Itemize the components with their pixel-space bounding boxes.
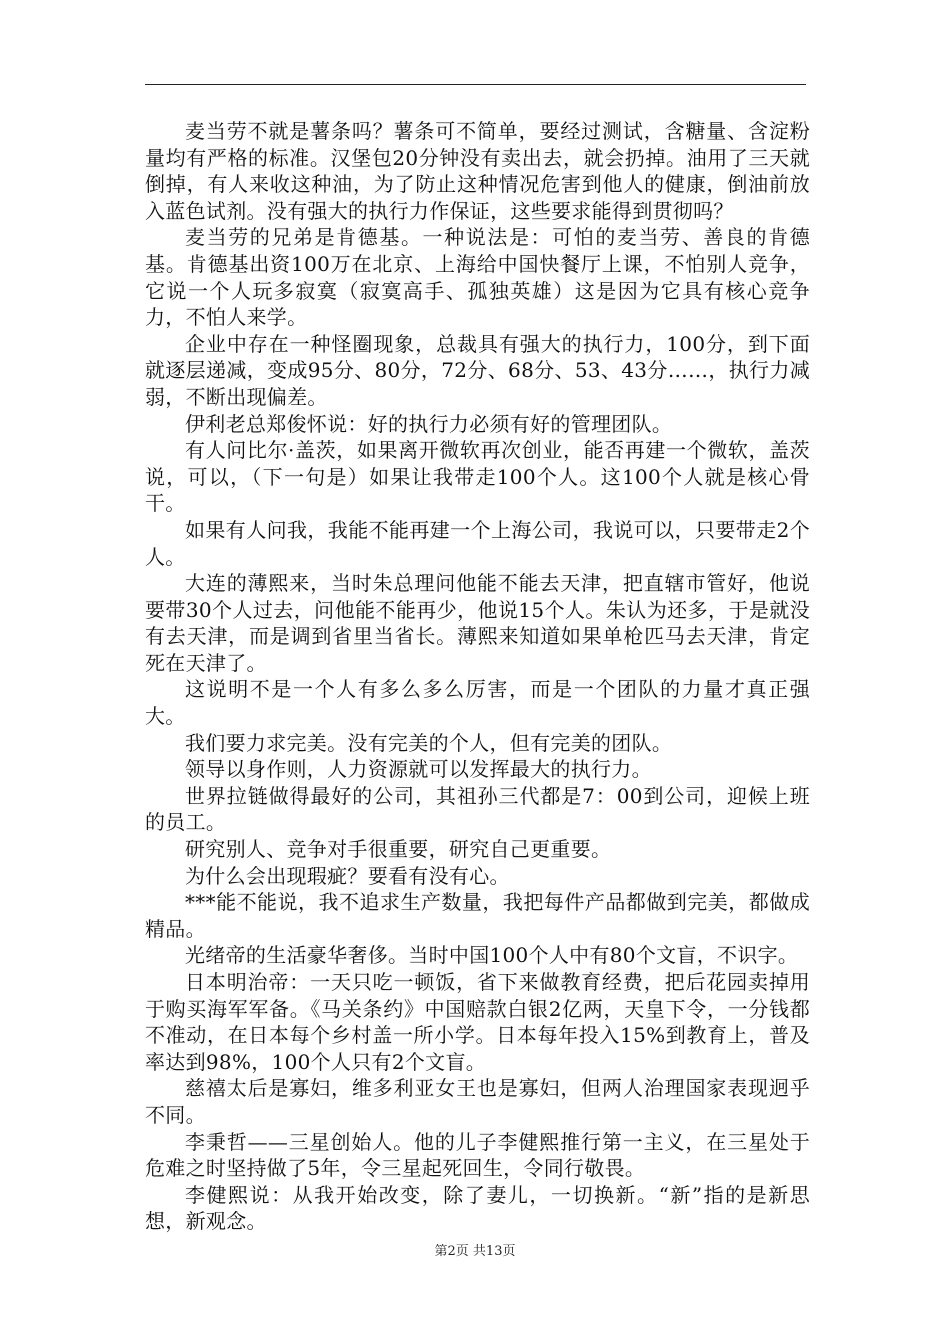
page-number: 第2页 共13页 xyxy=(434,1244,516,1259)
paragraph: 企业中存在一种怪圈现象，总裁具有强大的执行力，100分，到下面就逐层递减，变成95分、80分，72分、68分、53、43分……，执行力减弱，不断出现偏差。 xyxy=(145,331,810,409)
paragraph: 伊利老总郑俊怀说：好的执行力必须有好的管理团队。 xyxy=(185,411,673,436)
paragraph: 李秉哲——三星创始人。他的儿子李健熙推行第一主义，在三星处于危难之时坚持做了5年，令三星起死回生，令同行敬畏。 xyxy=(145,1129,810,1181)
document-body xyxy=(145,118,810,1235)
header-rule xyxy=(145,84,806,85)
paragraph: 为什么会出现瑕疵？要看有没有心。 xyxy=(185,863,510,888)
paragraph: 慈禧太后是寡妇，维多利亚女王也是寡妇，但两人治理国家表现迥乎不同。 xyxy=(145,1076,810,1127)
paragraph: 光绪帝的生活豪华奢侈。当时中国100个人中有80个文盲，不识字。 xyxy=(185,943,799,968)
paragraph: 领导以身作则，人力资源就可以发挥最大的执行力。 xyxy=(185,757,652,782)
paragraph: 研究别人、竞争对手很重要，研究自己更重要。 xyxy=(185,837,612,862)
paragraph: 麦当劳的兄弟是肯德基。一种说法是：可怕的麦当劳、善良的肯德基。肯德基出资100万在北京、上海给中国快餐厅上课，不怕别人竞争，它说一个人玩多寂寞（寂寞高手、孤独英雄）这是因为它具有核心竞争力，不怕人来学。 xyxy=(145,225,810,330)
paragraph: 我们要力求完美。没有完美的个人，但有完美的团队。 xyxy=(185,730,673,755)
paragraph: 如果有人问我，我能不能再建一个上海公司，我说可以，只要带走2个人。 xyxy=(145,517,810,569)
paragraph: 李健熙说：从我开始改变，除了妻儿，一切换新。“新”指的是新思想，新观念。 xyxy=(145,1182,810,1234)
paragraph: ***能不能说，我不追求生产数量，我把每件产品都做到完美，都做成精品。 xyxy=(145,890,810,941)
paragraph: 世界拉链做得最好的公司，其祖孙三代都是7：00到公司，迎候上班的员工。 xyxy=(145,783,810,835)
paragraph: 麦当劳不就是薯条吗？薯条可不简单，要经过测试，含糖量、含淀粉量均有严格的标准。汉堡包20分钟没有卖出去，就会扔掉。油用了三天就倒掉，有人来收这种油，为了防止这种情况危害到他人的健康，倒油前放入蓝色试剂。没有强大的执行力作保证，这些要求能得到贯彻吗？ xyxy=(145,119,810,223)
paragraph: 这说明不是一个人有多么多么厉害，而是一个团队的力量才真正强大。 xyxy=(145,677,810,729)
paragraph: 大连的薄熙来，当时朱总理问他能不能去天津，把直辖市管好，他说要带30个人过去，问他能不能再少，他说15个人。朱认为还多，于是就没有去天津，而是调到省里当省长。薄熙来知道如果单枪匹马去天津，肯定死在天津了。 xyxy=(145,571,810,675)
paragraph: 日本明治帝：一天只吃一顿饭，省下来做教育经费，把后花园卖掉用于购买海军军备。《马关条约》中国赔款白银2亿两，天皇下令，一分钱都不准动，在日本每个乡村盖一所小学。日本每年投入15%到教育上，普及率达到98%，100个人只有2个文盲。 xyxy=(145,970,810,1074)
paragraph: 有人问比尔·盖茨，如果离开微软再次创业，能否再建一个微软，盖茨说，可以，（下一句是）如果让我带走100个人。这100个人就是核心骨干。 xyxy=(145,438,810,516)
